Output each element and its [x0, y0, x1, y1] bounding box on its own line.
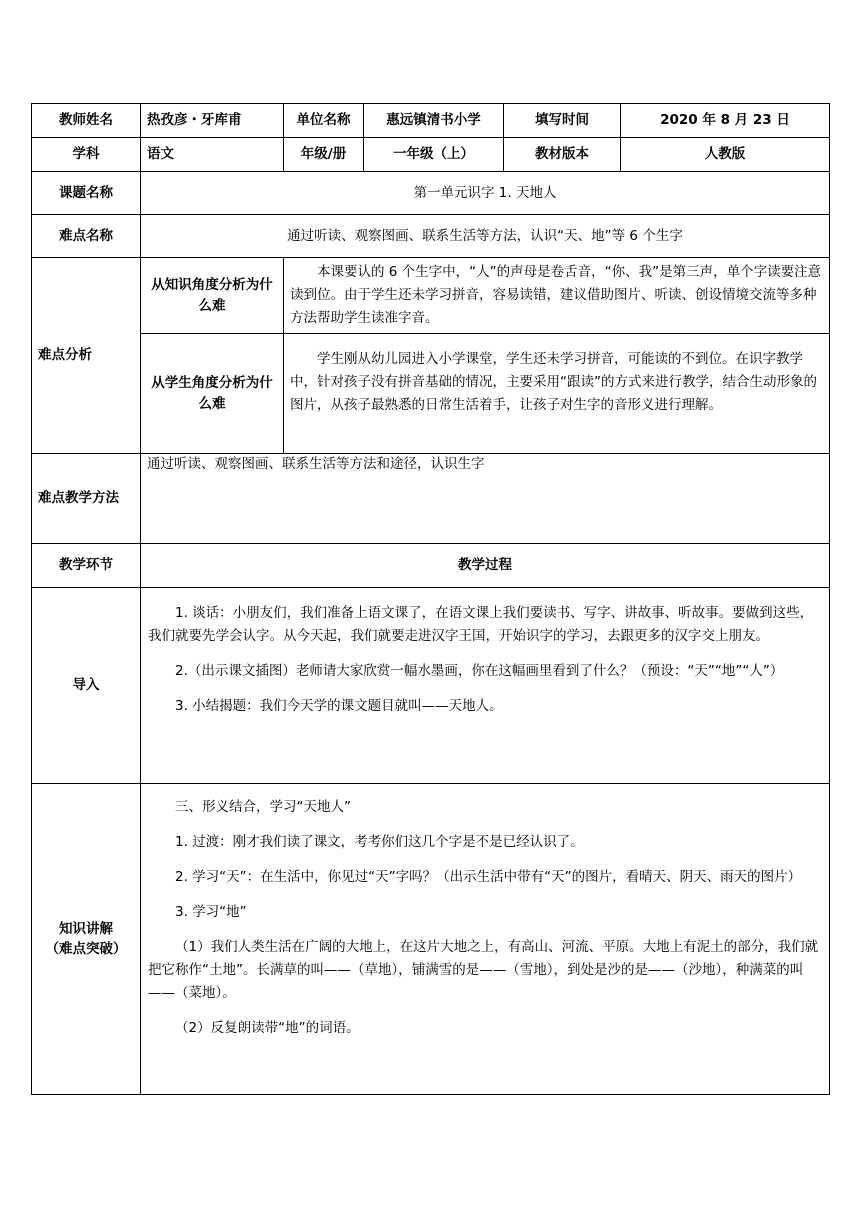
intro-paragraph-2: 2.（出示课文插图）老师请大家欣赏一幅水墨画，你在这幅画里看到了什么？（预设：“天”“地”“人”） [175, 663, 784, 679]
student-angle-label: 从学生角度分析为什么难 [141, 334, 284, 454]
knowledge-paragraph-4: 3. 学习“地” [175, 904, 247, 920]
teacher-value: 热孜彦・牙库甫 [141, 104, 284, 138]
topic-label: 课题名称 [32, 172, 141, 215]
knowledge-paragraph-5: （1）我们人类生活在广阔的大地上，在这片大地之上，有高山、河流、平原。大地上有泥土的部分，我们就把它称作“土地”。长满草的叫——（草地），铺满雪的是——（雪地），到处是沙的是——（沙地），种满菜的叫——（菜地）。 [148, 939, 819, 1001]
intro-paragraph-1: 1. 谈话：小朋友们，我们准备上语文课了，在语文课上我们要读书、写字、讲故事、听故事。要做到这些，我们就要先学会认字。从今天起，我们就要走进汉字王国，开始识字的学习，去跟更多的汉字交上朋友。 [148, 605, 814, 644]
subject-label: 学科 [32, 138, 141, 172]
date-label: 填写时间 [504, 104, 621, 138]
knowledge-angle-text [284, 258, 830, 334]
lesson-plan-table [31, 103, 830, 1095]
knowledge-label-line2: （难点突破） [45, 941, 127, 957]
knowledge-label [32, 784, 141, 1095]
intro-row [32, 588, 830, 784]
subject-value: 语文 [141, 138, 284, 172]
topic-row [32, 172, 830, 215]
knowledge-row [32, 784, 830, 1095]
stage-header: 教学环节 [32, 544, 141, 588]
student-angle-text [284, 334, 830, 454]
knowledge-label-line1: 知识讲解 [59, 920, 113, 937]
header-row-2 [32, 138, 830, 172]
difficulty-label: 难点名称 [32, 215, 141, 258]
intro-label: 导入 [32, 588, 141, 784]
unit-value: 惠远镇清书小学 [364, 104, 504, 138]
difficulty-row [32, 215, 830, 258]
method-row [32, 454, 830, 544]
method-label: 难点教学方法 [32, 454, 141, 544]
date-value: 2020 年 8 月 23 日 [621, 104, 830, 138]
knowledge-paragraph-1: 三、形义结合，学习“天地人” [175, 799, 351, 815]
intro-content [141, 588, 830, 784]
analysis-label: 难点分析 [32, 258, 141, 454]
header-row-1 [32, 104, 830, 138]
student-angle-paragraph: 学生刚从幼儿园进入小学课堂，学生还未学习拼音，可能读的不到位。在识字教学中，针对孩子没有拼音基础的情况，主要采用“跟读”的方式来进行教学，结合生动形象的图片，从孩子最熟悉的日常生活着手，让孩子对生字的音形义进行理解。 [290, 351, 817, 413]
knowledge-content [141, 784, 830, 1095]
knowledge-paragraph-3: 2. 学习“天”：在生活中，你见过“天”字吗？（出示生活中带有“天”的图片，看晴天、阴天、雨天的图片） [175, 869, 802, 885]
teacher-label: 教师姓名 [32, 104, 141, 138]
knowledge-angle-label: 从知识角度分析为什么难 [141, 258, 284, 334]
intro-paragraph-3: 3. 小结揭题：我们今天学的课文题目就叫——天地人。 [175, 698, 503, 714]
knowledge-paragraph-6: （2）反复朗读带“地”的词语。 [175, 1020, 360, 1036]
knowledge-angle-paragraph: 本课要认的 6 个生字中，“人”的声母是卷舌音，“你、我”是第三声，单个字读要注意读到位。由于学生还未学习拼音，容易读错，建议借助图片、听读、创设情境交流等多种方法帮助学生读准字音。 [290, 264, 822, 326]
grade-value: 一年级（上） [364, 138, 504, 172]
unit-label: 单位名称 [284, 104, 364, 138]
edition-label: 教材版本 [504, 138, 621, 172]
analysis-knowledge-row [32, 258, 830, 334]
edition-value: 人教版 [621, 138, 830, 172]
method-value: 通过听读、观察图画、联系生活等方法和途径，认识生字 [141, 454, 830, 544]
topic-value: 第一单元识字 1. 天地人 [141, 172, 830, 215]
difficulty-value: 通过听读、观察图画、联系生活等方法，认识“天、地”等 6 个生字 [141, 215, 830, 258]
analysis-student-row [32, 334, 830, 454]
knowledge-paragraph-2: 1. 过渡：刚才我们读了课文，考考你们这几个字是不是已经认识了。 [175, 834, 584, 850]
grade-label: 年级/册 [284, 138, 364, 172]
process-header: 教学过程 [141, 544, 830, 588]
process-header-row [32, 544, 830, 588]
